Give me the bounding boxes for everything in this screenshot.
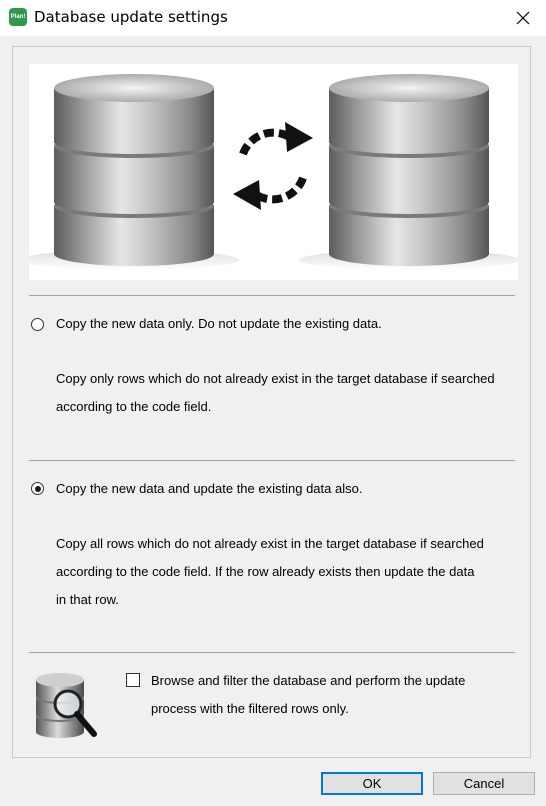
separator xyxy=(29,652,515,653)
separator xyxy=(29,295,515,296)
app-icon: Plan! xyxy=(9,8,27,26)
close-icon xyxy=(516,11,530,25)
title-bar xyxy=(0,0,546,36)
database-icon xyxy=(299,74,518,270)
radio-copy-and-update[interactable] xyxy=(31,482,44,495)
separator xyxy=(29,460,515,461)
filter-checkbox[interactable] xyxy=(126,673,140,687)
cancel-button[interactable]: Cancel xyxy=(433,772,535,795)
sync-arrows-icon xyxy=(233,122,313,210)
window-title: Database update settings xyxy=(34,8,228,26)
banner-image xyxy=(29,64,518,280)
ok-button[interactable]: OK xyxy=(321,772,423,795)
filter-checkbox-label[interactable]: Browse and filter the database and perform the update process with the filtered rows only. xyxy=(151,673,466,716)
database-icon xyxy=(29,74,239,270)
option-copy-new-only-description: Copy only rows which do not already exist in the target database if searched according to the code field. xyxy=(56,371,495,414)
option-copy-new-only-label[interactable]: Copy the new data only. Do not update the existing data. xyxy=(56,316,382,331)
option-copy-and-update-label[interactable]: Copy the new data and update the existing data also. xyxy=(56,481,363,496)
option-copy-and-update-description: Copy all rows which do not already exist in the target database if searched according to the code field. If the row already exists then update the data in that row. xyxy=(56,536,484,607)
radio-copy-new-only[interactable] xyxy=(31,318,44,331)
close-button[interactable] xyxy=(500,0,546,36)
database-search-icon xyxy=(34,670,100,744)
